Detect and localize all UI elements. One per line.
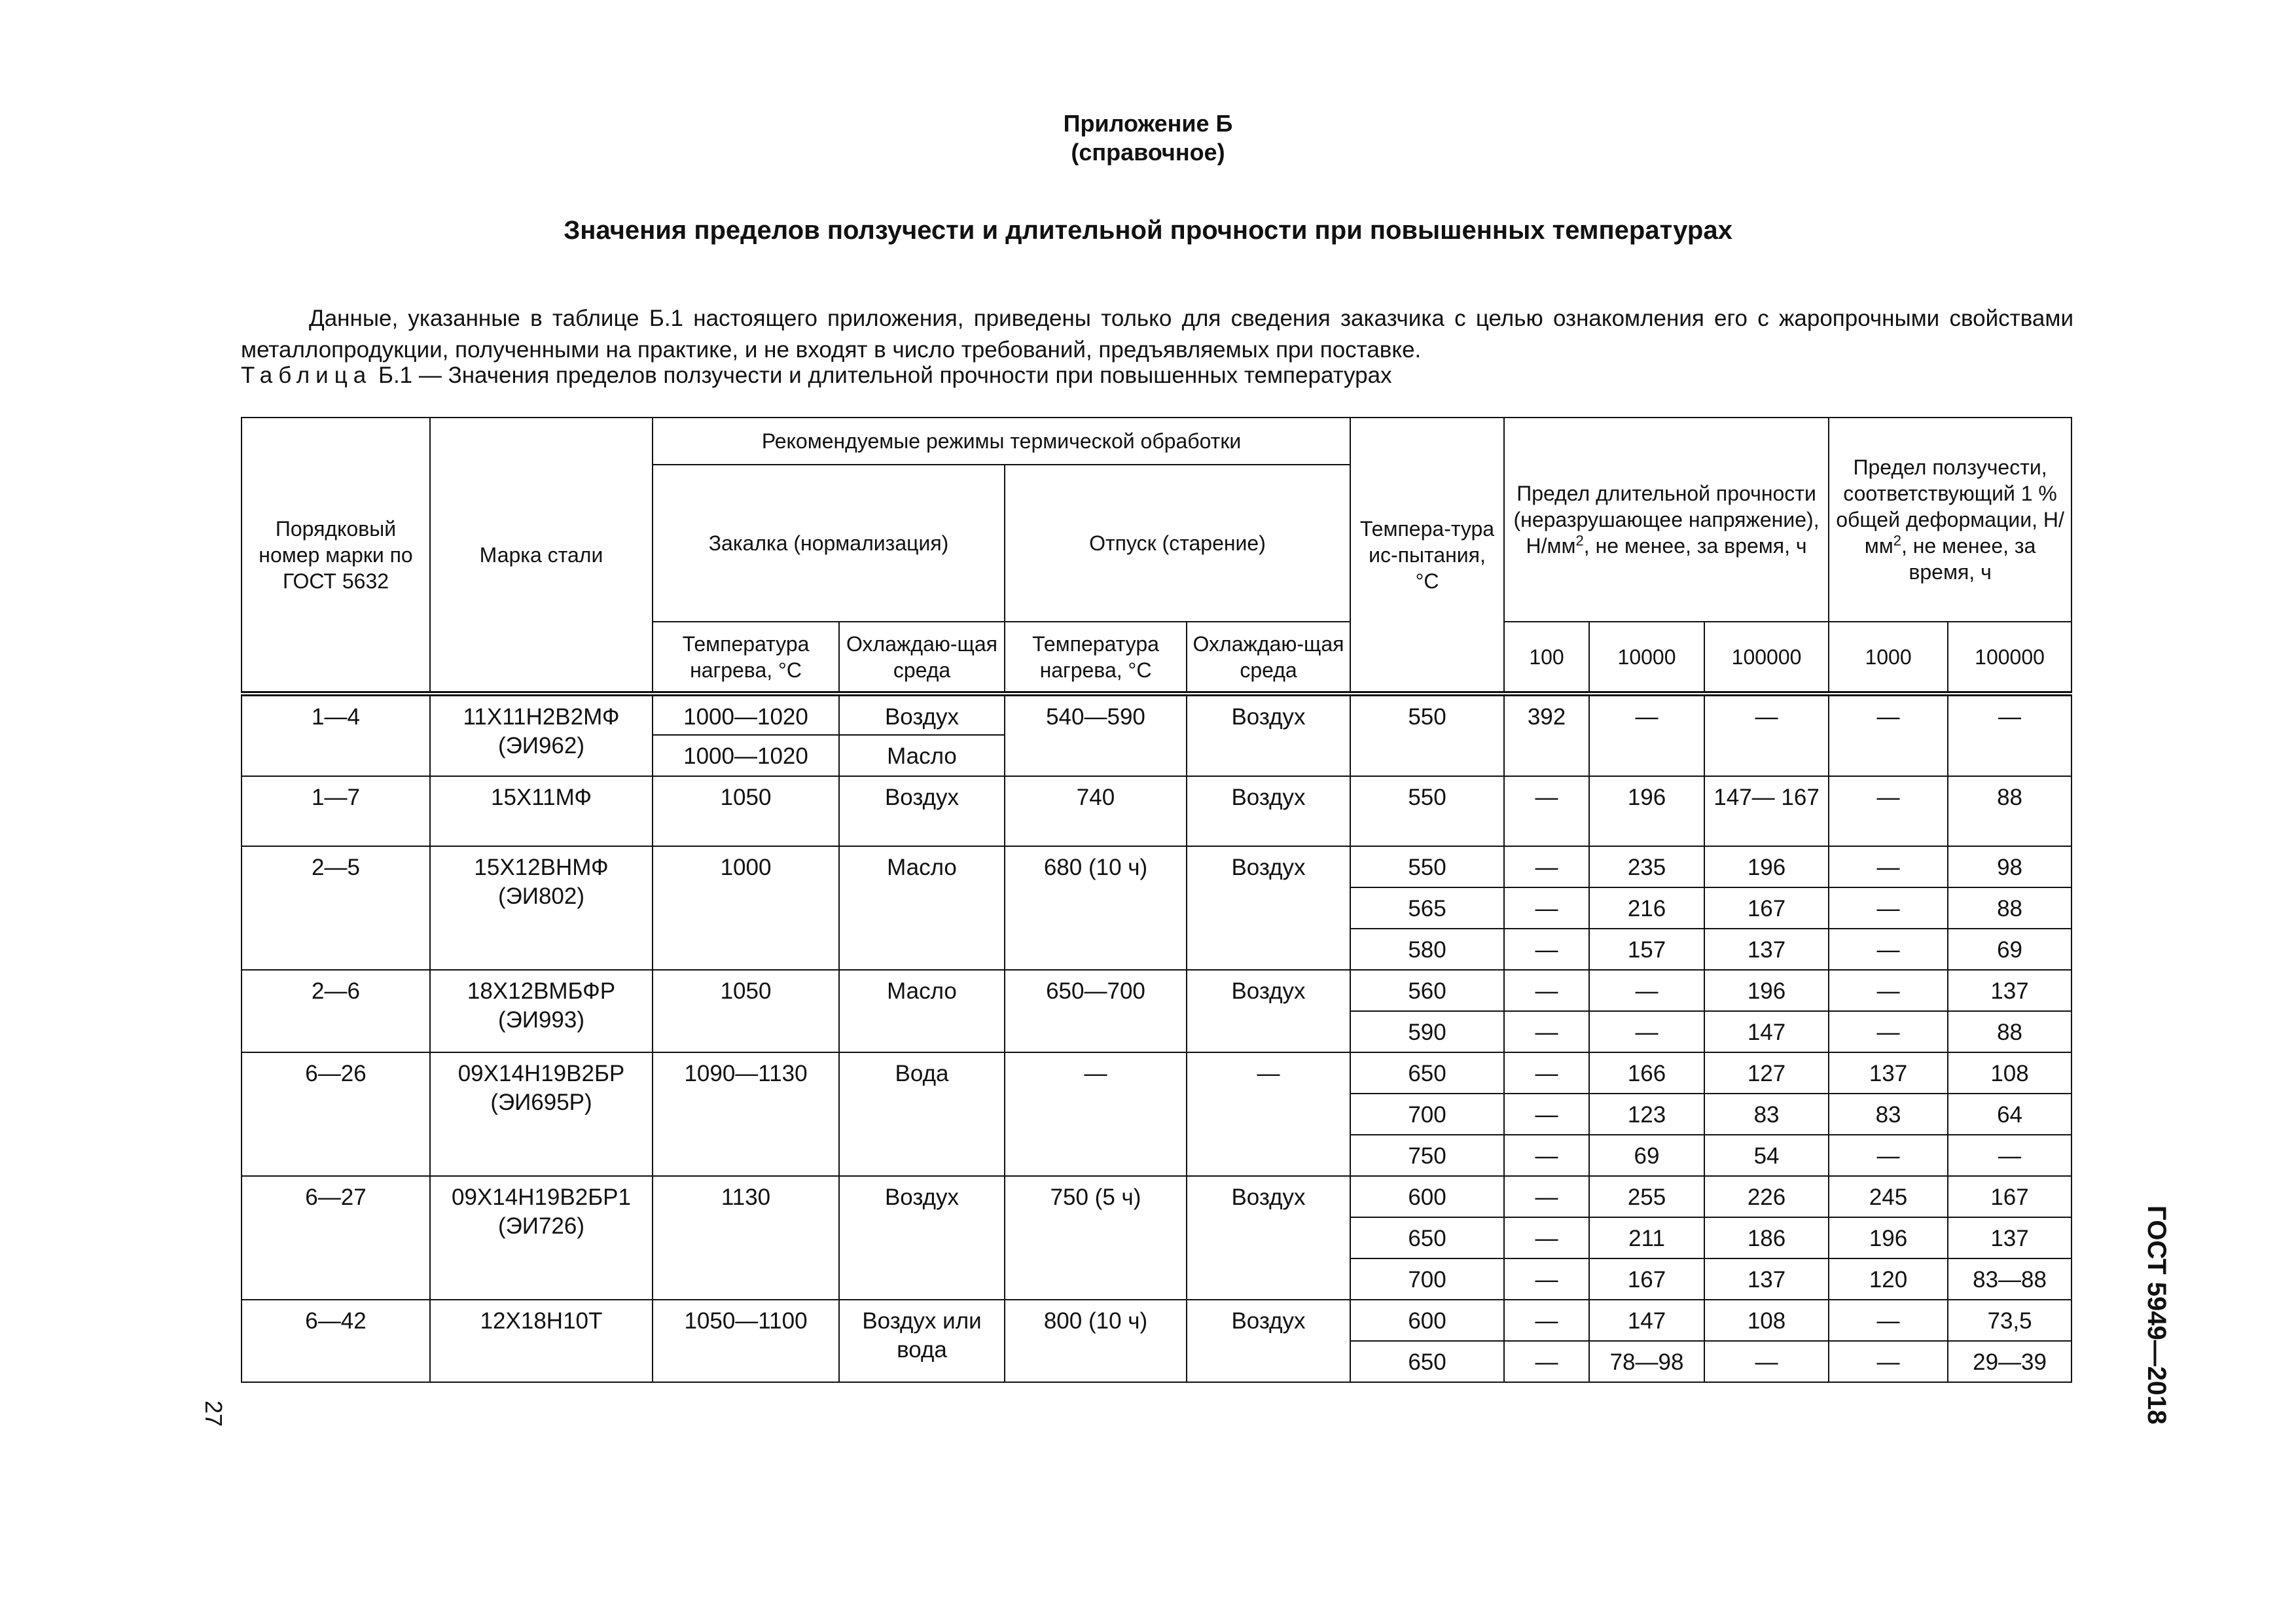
cell-rupture-10000: 123	[1589, 1094, 1704, 1135]
cell-creep-1000: —	[1829, 1300, 1948, 1341]
cell-test-temp: 580	[1350, 929, 1504, 970]
cell-quench-temp: 1090—1130	[653, 1052, 839, 1176]
cell-temper-medium: Воздух	[1187, 1300, 1350, 1382]
cell-steel-grade: 09Х14Н19В2БР (ЭИ695Р)	[430, 1052, 653, 1176]
cell-rupture-10000: 69	[1589, 1135, 1704, 1176]
cell-rupture-100: —	[1504, 776, 1589, 846]
cell-creep-100000: —	[1948, 694, 2072, 776]
cell-rupture-10000: 211	[1589, 1217, 1704, 1258]
cell-temper-medium: Воздух	[1187, 694, 1350, 776]
cell-rupture-100000: 108	[1704, 1300, 1829, 1341]
cell-temper-medium: —	[1187, 1052, 1350, 1176]
cell-rupture-10000: 235	[1589, 846, 1704, 887]
cell-creep-100000: 29—39	[1948, 1341, 2072, 1382]
cell-steel-grade: 18Х12ВМБФР (ЭИ993)	[430, 970, 653, 1052]
cell-creep-100000: 108	[1948, 1052, 2072, 1094]
header-tempering: Отпуск (старение)	[1005, 465, 1350, 622]
header-rupture-10000: 10000	[1589, 622, 1704, 694]
cell-rupture-100: —	[1504, 1135, 1589, 1176]
cell-rupture-10000: 196	[1589, 776, 1704, 846]
cell-creep-1000: —	[1829, 970, 1948, 1011]
cell-rupture-100000: 137	[1704, 929, 1829, 970]
cell-rupture-100: —	[1504, 929, 1589, 970]
cell-temper-temp: 750 (5 ч)	[1005, 1176, 1187, 1300]
table-row	[242, 1052, 2072, 1094]
cell-rupture-10000: 166	[1589, 1052, 1704, 1094]
cell-rupture-10000: 216	[1589, 887, 1704, 929]
cell-steel-grade: 15Х12ВНМФ (ЭИ802)	[430, 846, 653, 970]
cell-quench-medium: Масло	[839, 970, 1005, 1052]
cell-steel-grade: 15Х11МФ	[430, 776, 653, 846]
cell-rupture-100000: 127	[1704, 1052, 1829, 1094]
cell-rupture-100: —	[1504, 970, 1589, 1011]
cell-creep-100000: 83—88	[1948, 1258, 2072, 1300]
cell-test-temp: 590	[1350, 1011, 1504, 1052]
cell-creep-1000: 120	[1829, 1258, 1948, 1300]
cell-creep-1000: —	[1829, 694, 1948, 776]
cell-rupture-10000: —	[1589, 694, 1704, 776]
cell-steel-grade: 09Х14Н19В2БР1 (ЭИ726)	[430, 1176, 653, 1300]
cell-quench-temp: 1000	[653, 846, 839, 970]
cell-quench-medium: Воздух	[839, 694, 1005, 735]
cell-rupture-100000: 83	[1704, 1094, 1829, 1135]
table-row	[242, 694, 2072, 735]
table-caption-text: Б.1 — Значения пределов ползучести и длительной прочности при повышенных температурах	[378, 363, 1392, 388]
cell-quench-temp: 1000—1020	[653, 735, 839, 776]
cell-test-temp: 600	[1350, 1176, 1504, 1217]
cell-grade-number: 6—27	[242, 1176, 430, 1300]
cell-test-temp: 650	[1350, 1217, 1504, 1258]
cell-temper-temp: 800 (10 ч)	[1005, 1300, 1187, 1382]
cell-rupture-100000: 137	[1704, 1258, 1829, 1300]
cell-quench-medium: Вода	[839, 1052, 1005, 1176]
cell-rupture-100: —	[1504, 887, 1589, 929]
header-rupture-sup: 2	[1575, 532, 1584, 549]
section-title: Значения пределов ползучести и длительной прочности при повышенных температурах	[564, 216, 1732, 245]
cell-creep-1000: 137	[1829, 1052, 1948, 1094]
cell-creep-100000: 137	[1948, 1217, 2072, 1258]
cell-creep-100000: —	[1948, 1135, 2072, 1176]
cell-quench-temp: 1050	[653, 970, 839, 1052]
cell-temper-medium: Воздух	[1187, 776, 1350, 846]
cell-test-temp: 550	[1350, 694, 1504, 776]
cell-steel-grade: 12Х18Н10Т	[430, 1300, 653, 1382]
header-creep-sup: 2	[1893, 532, 1901, 549]
cell-temper-temp: 650—700	[1005, 970, 1187, 1052]
cell-creep-1000: —	[1829, 887, 1948, 929]
cell-grade-number: 6—26	[242, 1052, 430, 1176]
cell-quench-temp: 1050	[653, 776, 839, 846]
cell-creep-100000: 88	[1948, 776, 2072, 846]
cell-rupture-100000: —	[1704, 694, 1829, 776]
cell-rupture-100000: 54	[1704, 1135, 1829, 1176]
cell-quench-temp: 1130	[653, 1176, 839, 1300]
cell-rupture-100: —	[1504, 846, 1589, 887]
cell-creep-1000: —	[1829, 776, 1948, 846]
header-creep-text-end: , не менее, за время, ч	[1901, 534, 2036, 584]
cell-rupture-10000: —	[1589, 970, 1704, 1011]
cell-rupture-10000: 78—98	[1589, 1341, 1704, 1382]
cell-creep-1000: —	[1829, 1341, 1948, 1382]
cell-temper-temp: 680 (10 ч)	[1005, 846, 1187, 970]
cell-creep-100000: 73,5	[1948, 1300, 2072, 1341]
cell-rupture-100: —	[1504, 1217, 1589, 1258]
table-row	[242, 776, 2072, 846]
cell-creep-1000: 196	[1829, 1217, 1948, 1258]
cell-grade-number: 1—7	[242, 776, 430, 846]
cell-temper-temp: 540—590	[1005, 694, 1187, 776]
cell-test-temp: 560	[1350, 970, 1504, 1011]
cell-creep-100000: 88	[1948, 1011, 2072, 1052]
header-temper-cooling-medium: Охлаждаю-щая среда	[1187, 622, 1350, 694]
table-row	[242, 846, 2072, 887]
table-caption	[241, 363, 1392, 389]
cell-rupture-100000: —	[1704, 1341, 1829, 1382]
cell-test-temp: 700	[1350, 1094, 1504, 1135]
creep-strength-table	[241, 417, 2072, 1383]
cell-temper-medium: Воздух	[1187, 1176, 1350, 1300]
cell-quench-temp: 1050—1100	[653, 1300, 839, 1382]
header-creep-limit	[1829, 418, 2072, 622]
cell-test-temp: 700	[1350, 1258, 1504, 1300]
cell-grade-number: 1—4	[242, 694, 430, 776]
cell-creep-1000: 83	[1829, 1094, 1948, 1135]
cell-rupture-10000: 147	[1589, 1300, 1704, 1341]
cell-creep-1000: —	[1829, 1011, 1948, 1052]
cell-creep-100000: 69	[1948, 929, 2072, 970]
cell-rupture-100: —	[1504, 1258, 1589, 1300]
cell-temper-medium: Воздух	[1187, 970, 1350, 1052]
cell-rupture-100: —	[1504, 1052, 1589, 1094]
cell-quench-temp: 1000—1020	[653, 694, 839, 735]
cell-test-temp: 600	[1350, 1300, 1504, 1341]
cell-temper-medium: Воздух	[1187, 846, 1350, 970]
header-creep-100000: 100000	[1948, 622, 2072, 694]
cell-quench-medium: Воздух	[839, 776, 1005, 846]
cell-test-temp: 650	[1350, 1052, 1504, 1094]
cell-quench-medium: Воздух	[839, 1176, 1005, 1300]
cell-creep-100000: 98	[1948, 846, 2072, 887]
header-creep-text: Предел ползучести, соответствующий 1 % общей деформации, Н/мм	[1836, 455, 2064, 558]
cell-quench-medium: Масло	[839, 846, 1005, 970]
cell-test-temp: 565	[1350, 887, 1504, 929]
cell-temper-temp: 740	[1005, 776, 1187, 846]
cell-steel-grade: 11Х11Н2В2МФ (ЭИ962)	[430, 694, 653, 776]
cell-rupture-100: —	[1504, 1011, 1589, 1052]
header-heat-treatment: Рекомендуемые режимы термической обработки	[653, 418, 1350, 465]
header-creep-1000: 1000	[1829, 622, 1948, 694]
cell-creep-1000: —	[1829, 929, 1948, 970]
cell-creep-1000: —	[1829, 1135, 1948, 1176]
cell-rupture-100000: 167	[1704, 887, 1829, 929]
cell-quench-medium: Масло	[839, 735, 1005, 776]
cell-rupture-10000: 157	[1589, 929, 1704, 970]
cell-creep-100000: 64	[1948, 1094, 2072, 1135]
table-row	[242, 970, 2072, 1011]
cell-test-temp: 750	[1350, 1135, 1504, 1176]
cell-grade-number: 2—6	[242, 970, 430, 1052]
appendix-title: Приложение Б	[1063, 110, 1233, 137]
page-number: 27	[200, 1400, 227, 1427]
cell-creep-100000: 167	[1948, 1176, 2072, 1217]
cell-rupture-100: —	[1504, 1341, 1589, 1382]
cell-grade-number: 6—42	[242, 1300, 430, 1382]
gost-reference: ГОСТ 5949—2018	[2142, 1205, 2171, 1425]
header-temper-heating-temp: Температура нагрева, °С	[1005, 622, 1187, 694]
header-quench-cooling-medium: Охлаждаю-щая среда	[839, 622, 1005, 694]
cell-creep-100000: 88	[1948, 887, 2072, 929]
header-rupture-strength	[1504, 418, 1829, 622]
header-rupture-100: 100	[1504, 622, 1589, 694]
cell-rupture-100000: 147— 167	[1704, 776, 1829, 846]
header-quenching: Закалка (нормализация)	[653, 465, 1005, 622]
cell-rupture-10000: —	[1589, 1011, 1704, 1052]
cell-creep-1000: —	[1829, 846, 1948, 887]
cell-rupture-100000: 186	[1704, 1217, 1829, 1258]
intro-paragraph: Данные, указанные в таблице Б.1 настоящего приложения, приведены только для сведения заказчика с целью ознакомления его с жаропрочными свойствами металлопродукции, полученными на практике, и не входят в число требований, предъявляемых при поставке.	[241, 306, 2073, 363]
cell-rupture-100000: 196	[1704, 970, 1829, 1011]
cell-creep-1000: 245	[1829, 1176, 1948, 1217]
cell-temper-temp: —	[1005, 1052, 1187, 1176]
appendix-subtitle: (справочное)	[1071, 139, 1225, 166]
cell-test-temp: 550	[1350, 776, 1504, 846]
header-test-temp: Темпера-тура ис-пытания, °С	[1350, 418, 1504, 694]
header-rupture-text-end: , не менее, за время, ч	[1583, 534, 1807, 558]
header-quench-heating-temp: Температура нагрева, °С	[653, 622, 839, 694]
cell-rupture-100: —	[1504, 1176, 1589, 1217]
table-caption-label: Таблица	[241, 363, 372, 388]
cell-rupture-10000: 255	[1589, 1176, 1704, 1217]
header-rupture-100000: 100000	[1704, 622, 1829, 694]
cell-rupture-100: —	[1504, 1300, 1589, 1341]
cell-rupture-10000: 167	[1589, 1258, 1704, 1300]
cell-test-temp: 650	[1350, 1341, 1504, 1382]
cell-quench-medium: Воздух или вода	[839, 1300, 1005, 1382]
cell-test-temp: 550	[1350, 846, 1504, 887]
cell-rupture-100000: 226	[1704, 1176, 1829, 1217]
cell-creep-100000: 137	[1948, 970, 2072, 1011]
header-grade-number: Порядковый номер марки по ГОСТ 5632	[242, 418, 430, 694]
cell-rupture-100000: 147	[1704, 1011, 1829, 1052]
table-row	[242, 1176, 2072, 1217]
cell-grade-number: 2—5	[242, 846, 430, 970]
header-steel-grade: Марка стали	[430, 418, 653, 694]
header-rupture-text: Предел длительной прочности (неразрушающее напряжение), Н/мм	[1513, 482, 1820, 558]
table-row	[242, 1300, 2072, 1341]
cell-rupture-100: 392	[1504, 694, 1589, 776]
cell-rupture-100000: 196	[1704, 846, 1829, 887]
cell-rupture-100: —	[1504, 1094, 1589, 1135]
